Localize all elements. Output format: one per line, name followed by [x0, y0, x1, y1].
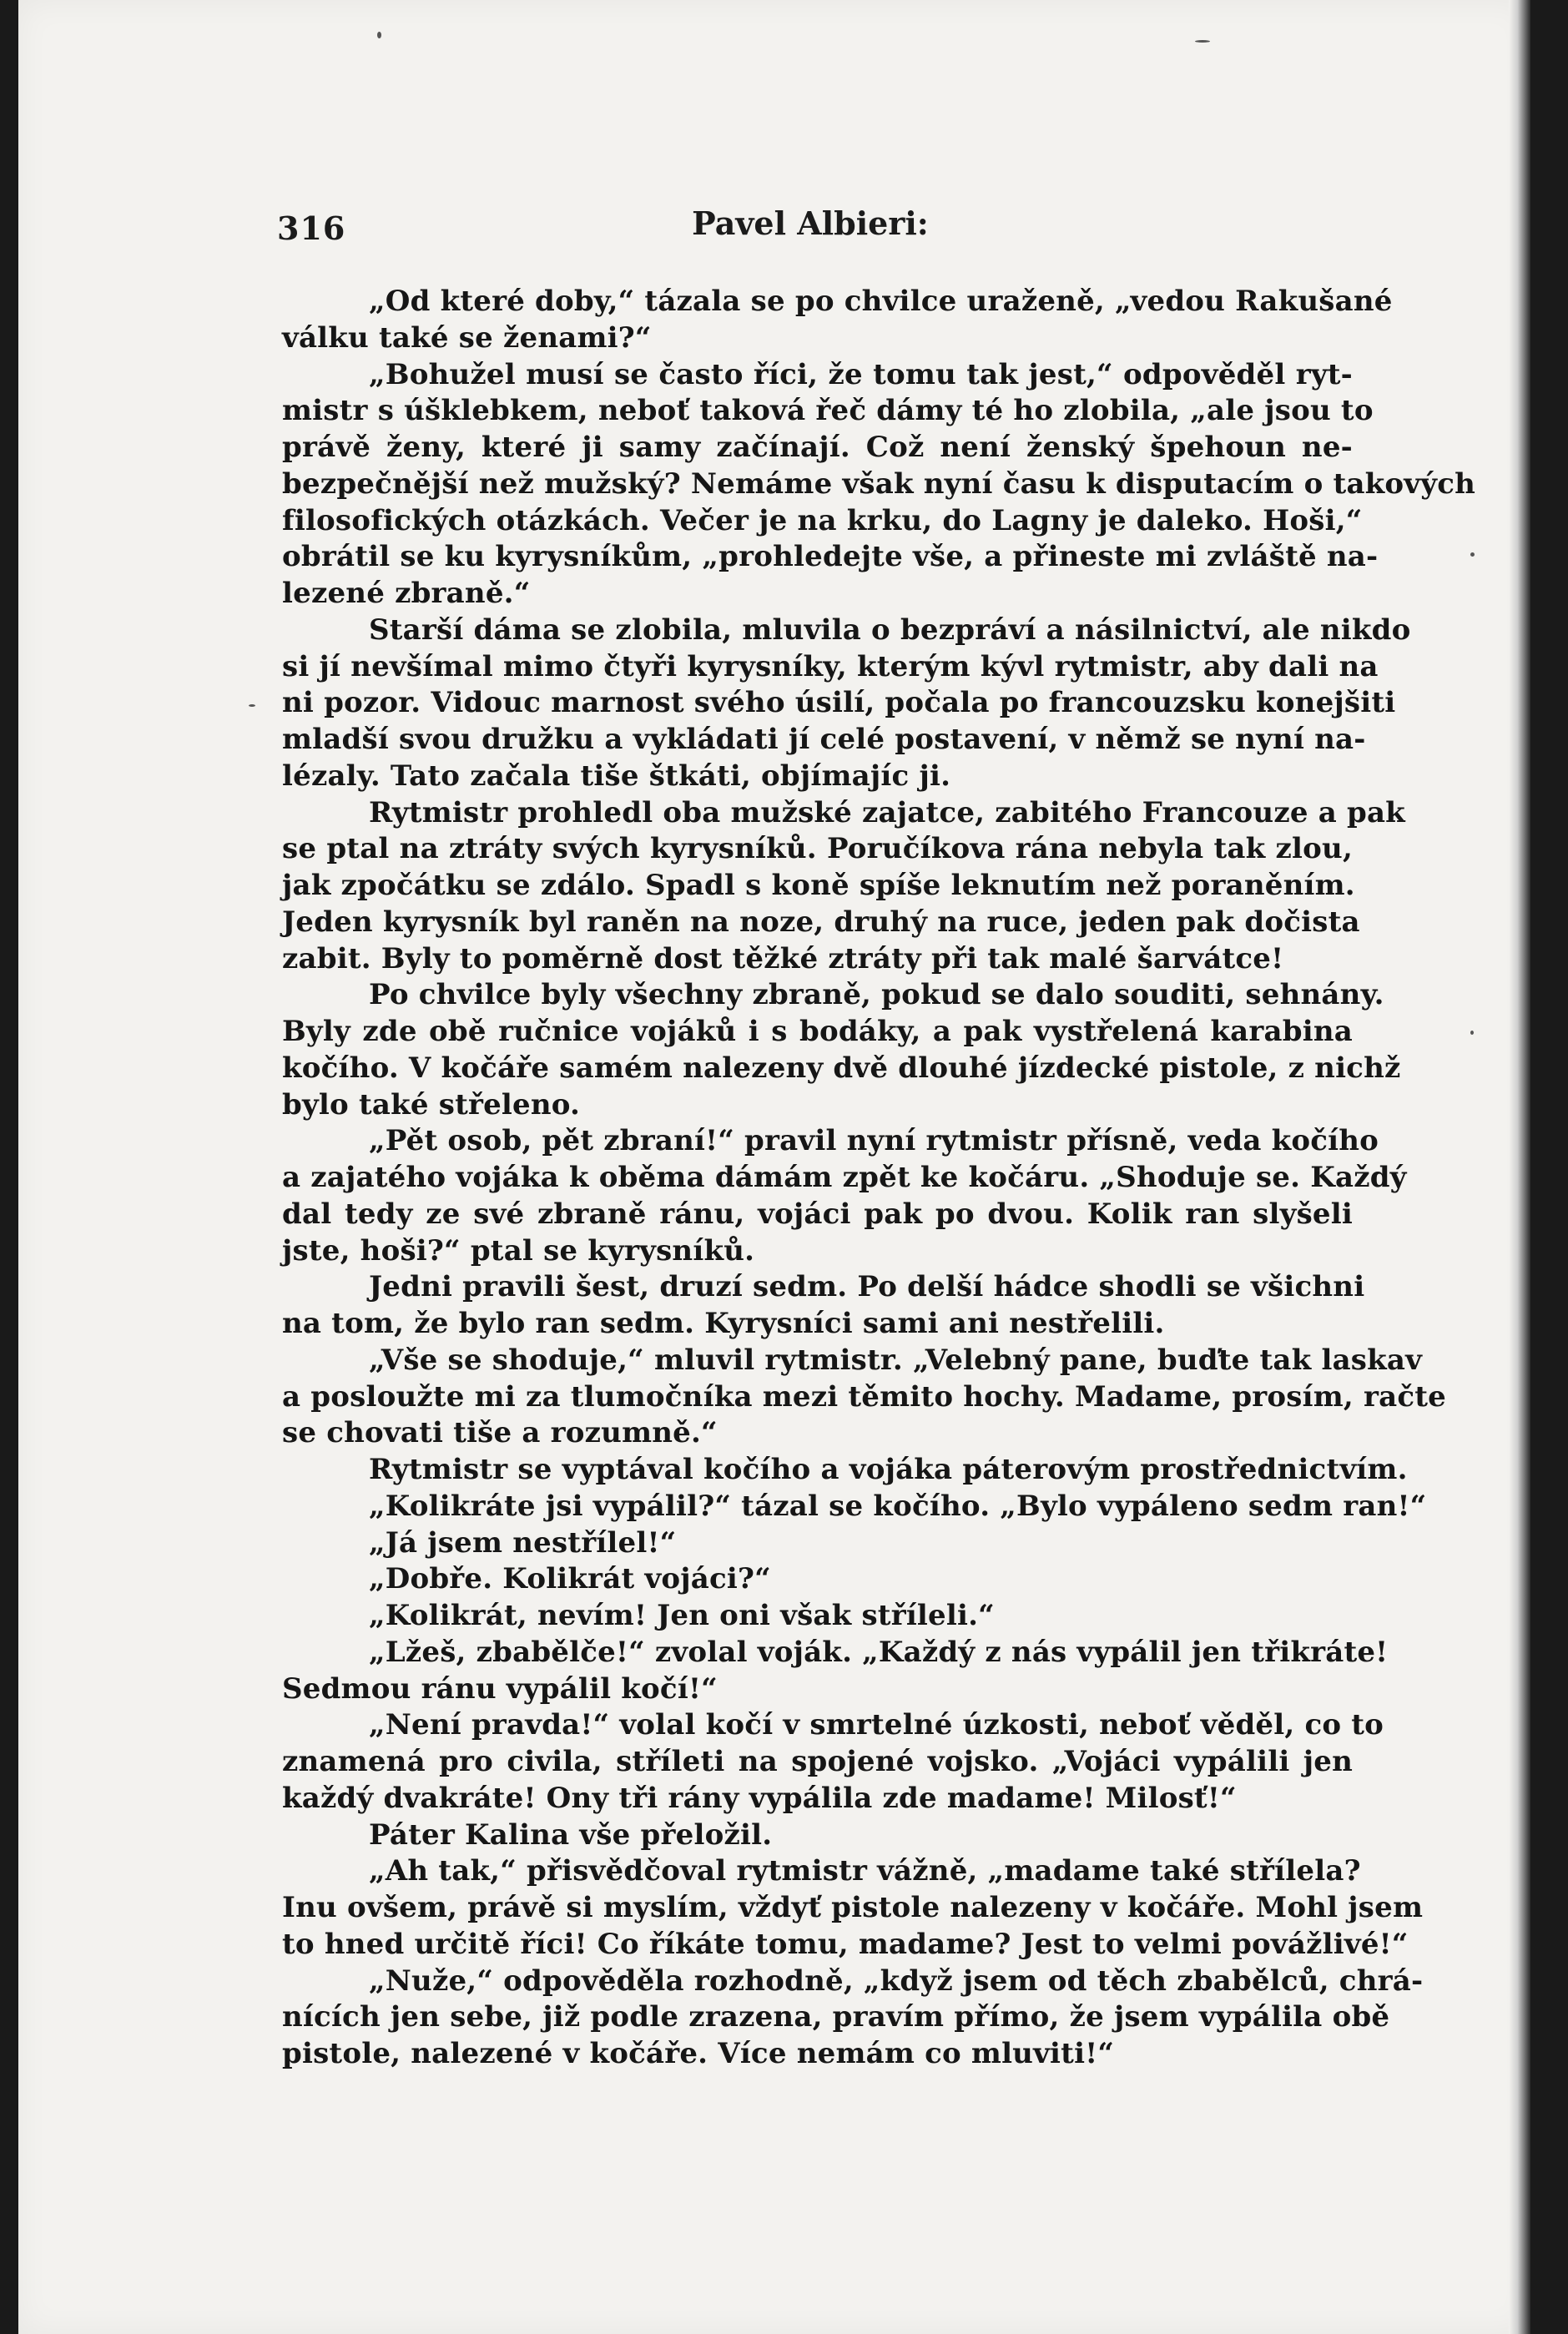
text-line: každý dvakráte! Ony tři rány vypálila zde madame! Milosť!“	[282, 1781, 1237, 1815]
text-line: jak zpočátku se zdálo. Spadl s koně spíše leknutím než poraněním.	[282, 869, 1355, 902]
text-line: se chovati tiše a rozumně.“	[282, 1416, 718, 1450]
text-line: lézaly. Tato začala tiše štkáti, objímajíc ji.	[282, 759, 951, 793]
print-speck	[1470, 1031, 1474, 1035]
text-line: Starší dáma se zlobila, mluvila o bezpráví a násilnictví, ale nikdo	[369, 612, 1411, 647]
body-text	[282, 284, 1476, 2073]
text-line: „Já jsem nestřílel!“	[369, 1525, 677, 1560]
text-line: Rytmistr prohledl oba mužské zajatce, zabitého Francouze a pak	[369, 795, 1405, 829]
text-line: „Pět osob, pět zbraní!“ pravil nyní rytmistr přísně, veda kočího	[369, 1124, 1379, 1158]
text-line: „Vše se shoduje,“ mluvil rytmistr. „Velebný pane, buďte tak laskav	[369, 1343, 1423, 1377]
text-line: se ptal na ztráty svých kyrysníků. Poručíkova rána nebyla tak zlou,	[282, 832, 1353, 866]
page-edge-shadow	[1509, 0, 1530, 2334]
text-line: kočího. V kočáře samém nalezeny dvě dlouhé jízdecké pistole, z nichž	[282, 1051, 1401, 1085]
text-line: „Od které doby,“ tázala se po chvilce uraženě, „vedou Rakušané	[369, 285, 1393, 318]
text-line: nících jen sebe, již podle zrazena, pravím přímo, že jsem vypálila obě	[282, 2000, 1390, 2034]
text-line: Po chvilce byly všechny zbraně, pokud se dalo souditi, sehnány.	[369, 978, 1384, 1012]
text-line: „Bohužel musí se často říci, že tomu tak jest,“ odpověděl ryt-	[369, 357, 1353, 391]
print-speck	[1470, 552, 1475, 557]
text-line: a zajatého vojáka k oběma dámám zpět ke kočáru. „Shoduje se. Každý	[282, 1161, 1407, 1194]
text-line: to hned určitě říci! Co říkáte tomu, madame? Jest to velmi povážlivé!“	[282, 1927, 1409, 1961]
text-line: „Není pravda!“ volal kočí v smrtelné úzkosti, neboť věděl, co to	[369, 1708, 1384, 1742]
text-line: filosofických otázkách. Večer je na krku, do Lagny je daleko. Hoši,“	[282, 503, 1363, 537]
text-line: bezpečnější než mužský? Nemáme však nyní času k disputacím o takových	[282, 466, 1476, 501]
page-number: 316	[277, 209, 346, 247]
text-line: „Ah tak,“ přisvědčoval rytmistr vážně, „madame také střílela?	[369, 1854, 1361, 1888]
text-line: mladší svou družku a vykládati jí celé postavení, v němž se nyní na-	[282, 723, 1366, 756]
print-speck	[1195, 40, 1210, 43]
text-line: jste, hoši?“ ptal se kyrysníků.	[282, 1233, 755, 1268]
text-line: na tom, že bylo ran sedm. Kyrysníci sami ani nestřelili.	[282, 1307, 1165, 1340]
page-header	[259, 204, 1362, 255]
book-page	[18, 0, 1530, 2334]
text-line: mistr s úšklebkem, neboť taková řeč dámy té ho zlobila, „ale jsou to	[282, 394, 1374, 428]
text-line: si jí nevšímal mimo čtyři kyrysníky, kterým kývl rytmistr, aby dali na	[282, 649, 1379, 683]
text-line: Inu ovšem, právě si myslím, vždyť pistole nalezeny v kočáře. Mohl jsem	[282, 1891, 1424, 1924]
text-line: bylo také střeleno.	[282, 1087, 581, 1122]
print-speck	[377, 32, 381, 38]
text-line: zabit. Byly to poměrně dost těžké ztráty při tak malé šarvátce!	[282, 941, 1284, 975]
text-line: právě ženy, které ji samy začínají. Což není ženský špehoun ne-	[282, 431, 1353, 464]
running-title: Pavel Albieri:	[692, 204, 929, 242]
text-line: Jeden kyrysník byl raněn na noze, druhý na ruce, jeden pak dočista	[282, 905, 1360, 939]
text-line: válku také se ženami?“	[282, 320, 652, 355]
text-line: „Lžeš, zbabělče!“ zvolal voják. „Každý z nás vypálil jen třikráte!	[369, 1635, 1389, 1669]
text-line: ni pozor. Vidouc marnost svého úsilí, počala po francouzsku konejšiti	[282, 686, 1396, 720]
text-line: Rytmistr se vyptával kočího a vojáka páterovým prostřednictvím.	[369, 1453, 1408, 1486]
text-line: Páter Kalina vše přeložil.	[369, 1817, 773, 1852]
text-line: Byly zde obě ručnice vojáků i s bodáky, a pak vystřelená karabina	[282, 1015, 1353, 1048]
text-line: „Kolikrát, nevím! Jen oni však stříleli.“	[369, 1599, 995, 1632]
print-speck	[249, 704, 255, 707]
text-line: obrátil se ku kyrysníkům, „prohledejte vše, a přineste mi zvláště na-	[282, 540, 1379, 574]
text-line: Sedmou ránu vypálil kočí!“	[282, 1671, 718, 1706]
text-line: dal tedy ze své zbraně ránu, vojáci pak po dvou. Kolik ran slyšeli	[282, 1197, 1353, 1231]
text-line: „Nuže,“ odpověděla rozhodně, „když jsem od těch zbabělců, chrá-	[369, 1963, 1424, 1998]
text-line: a posloužte mi za tlumočníka mezi těmito hochy. Madame, prosím, račte	[282, 1379, 1446, 1414]
text-line: pistole, nalezené v kočáře. Více nemám co mluviti!“	[282, 2037, 1115, 2070]
text-line: lezené zbraně.“	[282, 577, 531, 610]
text-line: „Kolikráte jsi vypálil?“ tázal se kočího. „Bylo vypáleno sedm ran!“	[369, 1489, 1427, 1523]
text-line: „Dobře. Kolikrát vojáci?“	[369, 1562, 771, 1596]
text-line: znamená pro civila, stříleti na spojené vojsko. „Vojáci vypálili jen	[282, 1745, 1353, 1778]
text-line: Jedni pravili šest, druzí sedm. Po delší hádce shodli se všichni	[369, 1270, 1365, 1304]
